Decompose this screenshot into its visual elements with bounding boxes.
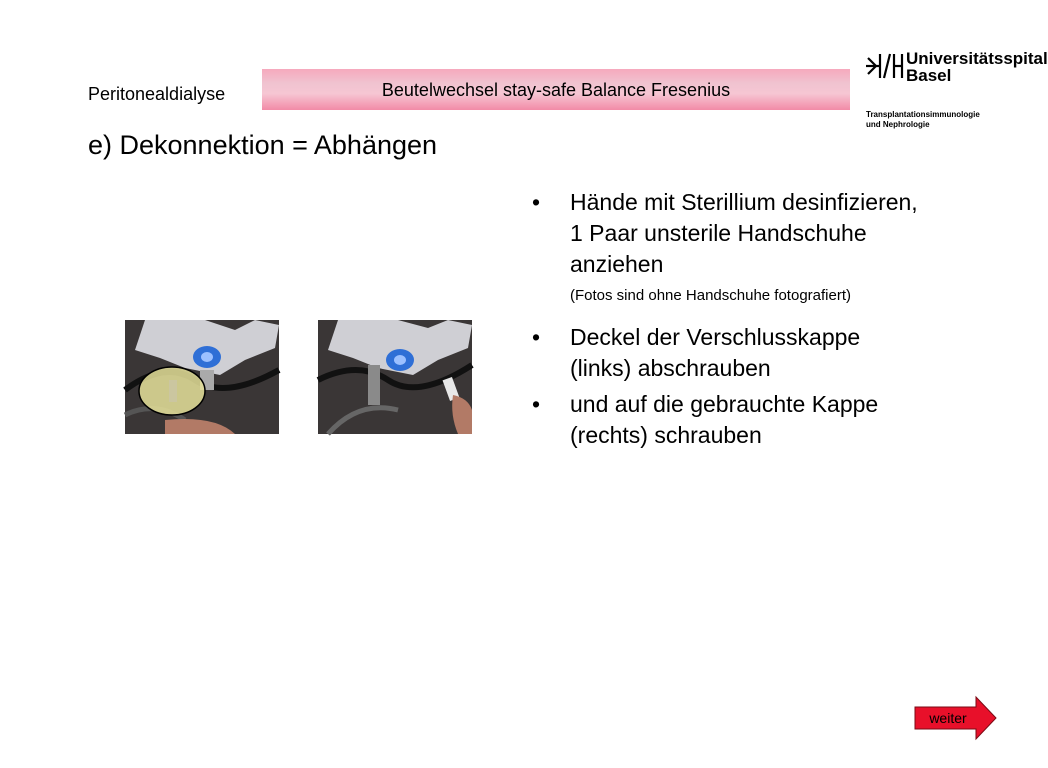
- bullet-text: [570, 389, 970, 451]
- logo-name-line1: Universitätsspital: [906, 49, 1048, 68]
- photo-connector-image: [318, 320, 472, 434]
- photo-connector-image: [125, 320, 279, 434]
- bullet-marker: •: [532, 391, 541, 417]
- logo-name-line2: Basel: [906, 66, 952, 85]
- section-label: Peritonealdialyse: [88, 84, 226, 104]
- photo-note: (Fotos sind ohne Handschuhe fotografiert): [570, 287, 851, 304]
- bullet-line: und auf die gebrauchte Kappe: [570, 391, 879, 417]
- logo-text: [906, 50, 1048, 84]
- photo-cap-unscrew: [125, 320, 279, 434]
- bullet-line: Deckel der Verschlusskappe: [570, 324, 861, 350]
- banner-title: Beutelwechsel stay-safe Balance Fresenius: [381, 80, 731, 100]
- department-line2: und Nephrologie: [866, 120, 930, 129]
- bullet-text: [570, 322, 970, 384]
- bullet-line: anziehen: [570, 251, 664, 277]
- bullet-line: (rechts) schrauben: [570, 422, 762, 448]
- photo-cap-screw-on: [318, 320, 472, 434]
- bullet-line: (links) abschrauben: [570, 355, 771, 381]
- bullet-marker: •: [532, 324, 541, 350]
- bullet-marker: •: [532, 189, 541, 215]
- next-button[interactable]: [914, 696, 998, 740]
- bullet-text: [570, 187, 970, 280]
- bullet-line: 1 Paar unsterile Handschuhe: [570, 220, 867, 246]
- department-label: [866, 110, 980, 130]
- next-button-label: weiter: [929, 710, 967, 726]
- slide-title: e) Dekonnektion = Abhängen: [88, 130, 438, 160]
- department-line1: Transplantationsimmunologie: [866, 110, 980, 119]
- header-banner: [262, 69, 850, 110]
- bullet-line: Hände mit Sterillium desinfizieren,: [570, 189, 918, 215]
